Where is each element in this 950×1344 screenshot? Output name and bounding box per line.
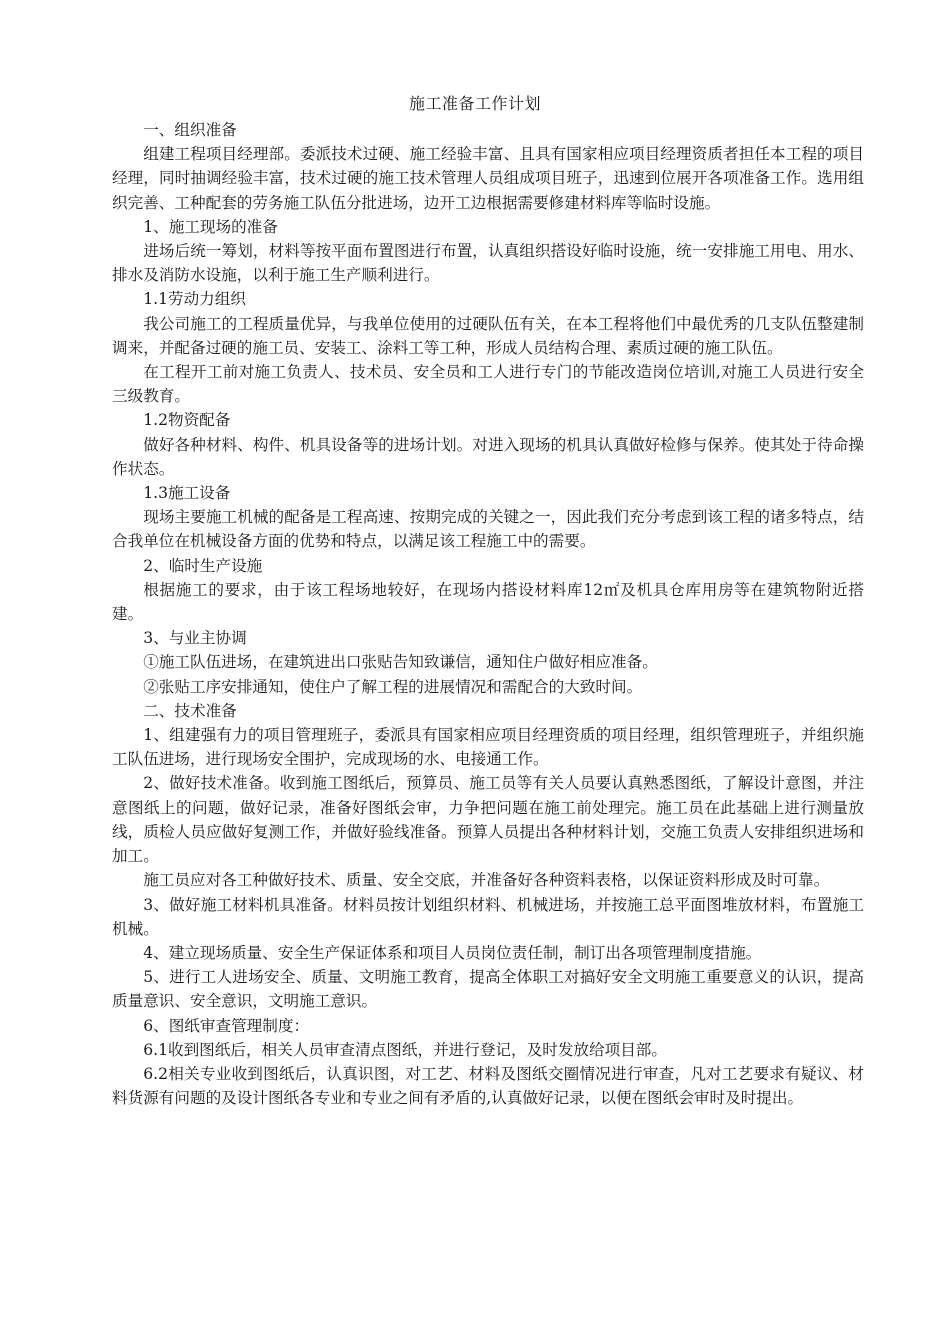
paragraph: 6.1收到图纸后，相关人员审查清点图纸，并进行登记，及时发放给项目部。 [143, 1040, 667, 1059]
paragraph: 我公司施工的工程质量优异，与我单位使用的过硬队伍有关，在本工程将他们中最优秀的几支队伍整建制调来，并配备过硬的施工员、安装工、涂料工等工种，形成人员结构合理、素质过硬的施工队伍。 [112, 314, 864, 357]
paragraph: 3、做好施工材料机具准备。材料员按计划组织材料、机械进场，并按施工总平面图堆放材料，布置施工机械。 [112, 895, 864, 938]
paragraph: 组建工程项目经理部。委派技术过硬、施工经验丰富、且具有国家相应项目经理资质者担任本工程的项目经理，同时抽调经验丰富，技术过硬的施工技术管理人员组成项目班子，迅速到位展开各项准备工作。选用组织完善、工种配套的劳务施工队伍分批进场，边开工边根据需要修建材料库等临时设施。 [112, 145, 864, 212]
subsection-heading: 1.2物资配备 [143, 411, 231, 430]
paragraph: 施工员应对各工种做好技术、质量、安全交底，并准备好各种资料表格，以保证资料形成及时可靠。 [143, 871, 830, 890]
subsection-heading: 1.1劳动力组织 [143, 290, 246, 309]
paragraph: 1、组建强有力的项目管理班子，委派具有国家相应项目经理资质的项目经理，组织管理班子，并组织施工队伍进场，进行现场安全围护，完成现场的水、电接通工作。 [112, 726, 864, 769]
document-body [112, 118, 864, 1110]
paragraph: 做好各种材料、构件、机具设备等的进场计划。对进入现场的机具认真做好检修与保养。使其处于待命操作状态。 [112, 435, 864, 478]
paragraph: ②张贴工序安排通知，使住户了解工程的进展情况和需配合的大致时间。 [143, 677, 643, 696]
subsection-heading: 3、与业主协调 [143, 629, 247, 648]
paragraph: 4、建立现场质量、安全生产保证体系和项目人员岗位责任制，制订出各项管理制度措施。 [143, 943, 762, 962]
section-heading: 一、组织准备 [143, 121, 237, 139]
subsection-heading: 1、施工现场的准备 [143, 217, 278, 236]
paragraph: 5、进行工人进场安全、质量、文明施工教育，提高全体职工对搞好安全文明施工重要意义的认识，提高质量意识、安全意识，文明施工意识。 [112, 968, 864, 1011]
subsection-heading: 6、图纸审查管理制度： [143, 1016, 310, 1035]
paragraph: 进场后统一筹划，材料等按平面布置图进行布置，认真组织搭设好临时设施，统一安排施工用电、用水、排水及消防水设施，以利于施工生产顺利进行。 [112, 242, 864, 285]
subsection-heading: 1.3施工设备 [143, 484, 231, 503]
paragraph: 2、做好技术准备。收到施工图纸后，预算员、施工员等有关人员要认真熟悉图纸，了解设计意图，并注意图纸上的问题，做好记录，准备好图纸会审，力争把问题在施工前处理完。施工员在此基础上进行测量放线，质检人员应做好复测工作，并做好验线准备。预算人员提出各种材料计划，交施工负责人安排组织进场和加工。 [112, 774, 864, 866]
paragraph: 根据施工的要求，由于该工程场地较好，在现场内搭设材料库12㎡及机具仓库用房等在建筑物附近搭建。 [112, 580, 864, 624]
subsection-heading: 2、临时生产设施 [143, 556, 263, 575]
paragraph: ①施工队伍进场，在建筑进出口张贴告知致谦信，通知住户做好相应准备。 [143, 653, 658, 672]
document-title: 施工准备工作计划 [408, 94, 541, 113]
section-heading: 二、技术准备 [143, 701, 237, 720]
paragraph: 在工程开工前对施工负责人、技术员、安全员和工人进行专门的节能改造岗位培训,对施工人员进行安全三级教育。 [112, 363, 864, 406]
paragraph: 现场主要施工机械的配备是工程高速、按期完成的关键之一，因此我们充分考虑到该工程的诸多特点，结合我单位在机械设备方面的优势和特点，以满足该工程施工中的需要。 [112, 508, 864, 551]
paragraph: 6.2相关专业收到图纸后，认真识图，对工艺、材料及图纸交圈情况进行审查，凡对工艺要求有疑议、材料货源有问题的及设计图纸各专业和专业之间有矛盾的,认真做好记录，以便在图纸会审时及时提出。 [112, 1064, 864, 1108]
